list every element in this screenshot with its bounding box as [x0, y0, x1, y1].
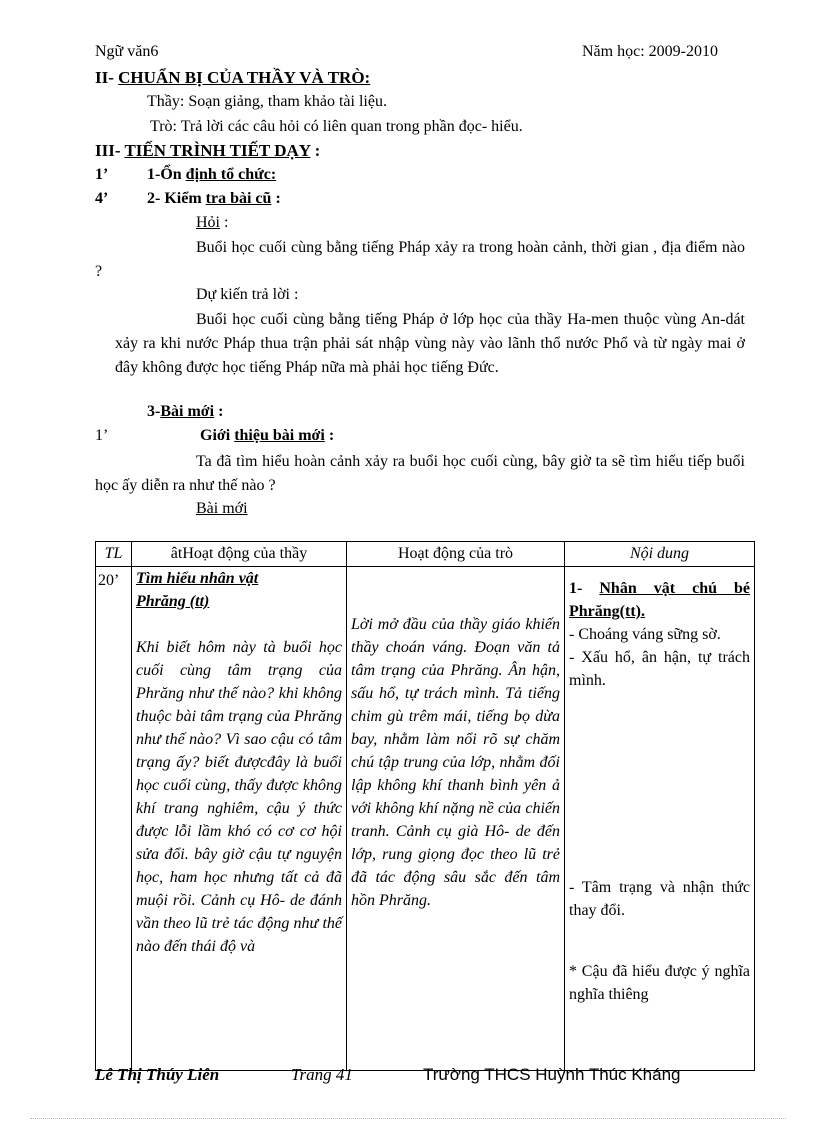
step3-prefix: 3-: [147, 403, 161, 420]
content-heading-prefix: 1-: [569, 580, 600, 597]
teacher-heading-1: Tìm hiểu nhân vật: [136, 570, 259, 587]
question-suffix: :: [220, 214, 229, 231]
intro-prefix: Giới: [200, 427, 235, 444]
page-number: Trang 41: [291, 1065, 353, 1084]
subject-label: Ngữ văn6: [95, 43, 159, 60]
section3-title-suffix: :: [310, 141, 321, 160]
step3-title: Bài mới: [160, 403, 215, 420]
school-year: Năm học: 2009-2010: [582, 43, 718, 60]
question-heading: [196, 212, 228, 234]
time-cell: [96, 567, 132, 1071]
answer-text: Buổi học cuối cùng bằng tiếng Pháp ở lớp học của thầy Ha-men thuộc vùng An-dát xảy ra khi nước Pháp thua trận phải sát nhập vùng này vào lãnh thổ nước Phổ và từ ngày mai ở đây không được học tiếng Pháp nữa mà phải học tiếng Đức.: [115, 311, 745, 376]
answer-label: Dự kiến trả lời :: [196, 286, 299, 303]
step1-heading: [147, 164, 276, 186]
content-heading-2: Phrăng(tt).: [569, 603, 645, 620]
teacher-body: Khi biết hôm này tà buổi học cuối cùng tâm trạng của Phrăng như thế nào? khi không thuộc bài tâm trạng của Phrăng như thế nào? Vì sao cậu có tâm trạng ấy? biết đượcđây là buổi học cuối cùng, thấy được không khí trang nghiêm, cậu ý thức được lỗi lầm khó có cơ cơ hội sửa đổi. bây giờ cậu tự nguyện học, ham học nhưng tất cả đã muội rồi. Cảnh cụ Hô- de đánh vần theo lũ trẻ tác động như thế nào đến thái độ và: [136, 639, 342, 955]
teacher-heading-2: Phrăng (tt): [136, 593, 210, 610]
content-heading-text: Nhân vật chú bé: [599, 580, 751, 597]
section3-title: TIẾN TRÌNH TIẾT DẠY: [124, 141, 311, 160]
header-teacher: âtHoạt động của thầy: [132, 542, 347, 567]
new-lesson-label: Bài mới: [196, 500, 248, 517]
table-header-row: [96, 542, 755, 567]
step2-title: tra bài cũ: [205, 190, 272, 207]
step2-time: 4’: [95, 190, 109, 207]
intro-time: 1’: [95, 427, 109, 444]
step1-title: định tổ chức:: [185, 166, 277, 183]
step1-prefix: 1-Ổn: [147, 166, 186, 183]
intro-text: Ta đã tìm hiểu hoàn cảnh xảy ra buổi học cuối cùng, bây giờ ta sẽ tìm hiểu tiếp buổi học ấy diễn ra như thế nào ?: [95, 453, 745, 494]
table-row: [96, 567, 755, 1071]
student-cell: [347, 567, 565, 1071]
student-prep: Trò: Trả lời các câu hỏi có liên quan trong phần đọc- hiểu.: [150, 118, 523, 135]
content-item-3: - Tâm trạng và nhận thức thay đổi.: [569, 879, 750, 919]
header-student: Hoạt động của trò: [347, 542, 565, 567]
question-text: Buổi học cuối cùng bằng tiếng Pháp xảy ra trong hoàn cảnh, thời gian , địa điểm nào ?: [95, 239, 745, 280]
step3-heading: [147, 401, 223, 423]
author-name: Lê Thị Thúy Liên: [95, 1065, 220, 1084]
content-cell: [565, 567, 755, 1071]
section2-title: CHUẨN BỊ CỦA THẦY VÀ TRÒ:: [118, 68, 371, 87]
content-item-1: - Choáng váng sững sờ.: [569, 626, 721, 643]
bottom-divider: [30, 1118, 786, 1119]
section3-heading: [95, 140, 320, 162]
content-heading-1: [569, 577, 750, 600]
step3-suffix: :: [214, 403, 224, 420]
header-content: Nội dung: [565, 542, 755, 567]
school-name: Trường THCS Huỳnh Thúc Kháng: [423, 1065, 681, 1084]
intro-heading: [200, 425, 334, 447]
step2-prefix: 2- Kiểm: [147, 190, 206, 207]
teacher-cell: [132, 567, 347, 1071]
teacher-prep: Thầy: Soạn giảng, tham khảo tài liệu.: [147, 93, 387, 110]
intro-suffix: :: [324, 427, 335, 444]
lesson-table: [95, 541, 755, 1071]
section2-number: II-: [95, 68, 119, 87]
content-item-2: - Xấu hổ, ân hận, tự trách mình.: [569, 649, 750, 689]
section2-heading: [95, 67, 370, 89]
content-item-4: * Cậu đã hiểu được ý nghĩa nghĩa thiêng: [569, 963, 750, 1003]
student-body: Lời mở đầu của thầy giáo khiến thầy choán váng. Đoạn văn tả tâm trạng của Phrăng. Ân hận, sấu hổ, tự trách mình. Tả tiếng chim gù trêm mái, tiếng bọ dừa bay, nhằm làm nổi rõ sự chăm chú tập trung của lớp, nhằm đối lập không khí thanh bình yên ả với không khí nặng nề của chiến tranh. Cảnh cụ già Hô- de đến lớp, rung giọng đọc theo lũ trẻ đã tác động sâu sắc đến tâm hồn Phrăng.: [351, 616, 560, 909]
step2-suffix: :: [271, 190, 281, 207]
section3-number: III-: [95, 141, 125, 160]
time-value: 20’: [98, 572, 120, 589]
step2-heading: [147, 188, 281, 210]
intro-title: thiệu bài mới: [234, 427, 325, 444]
header-tl: TL: [96, 542, 132, 567]
question-label: Hỏi: [196, 214, 220, 231]
step1-time: 1’: [95, 166, 109, 183]
